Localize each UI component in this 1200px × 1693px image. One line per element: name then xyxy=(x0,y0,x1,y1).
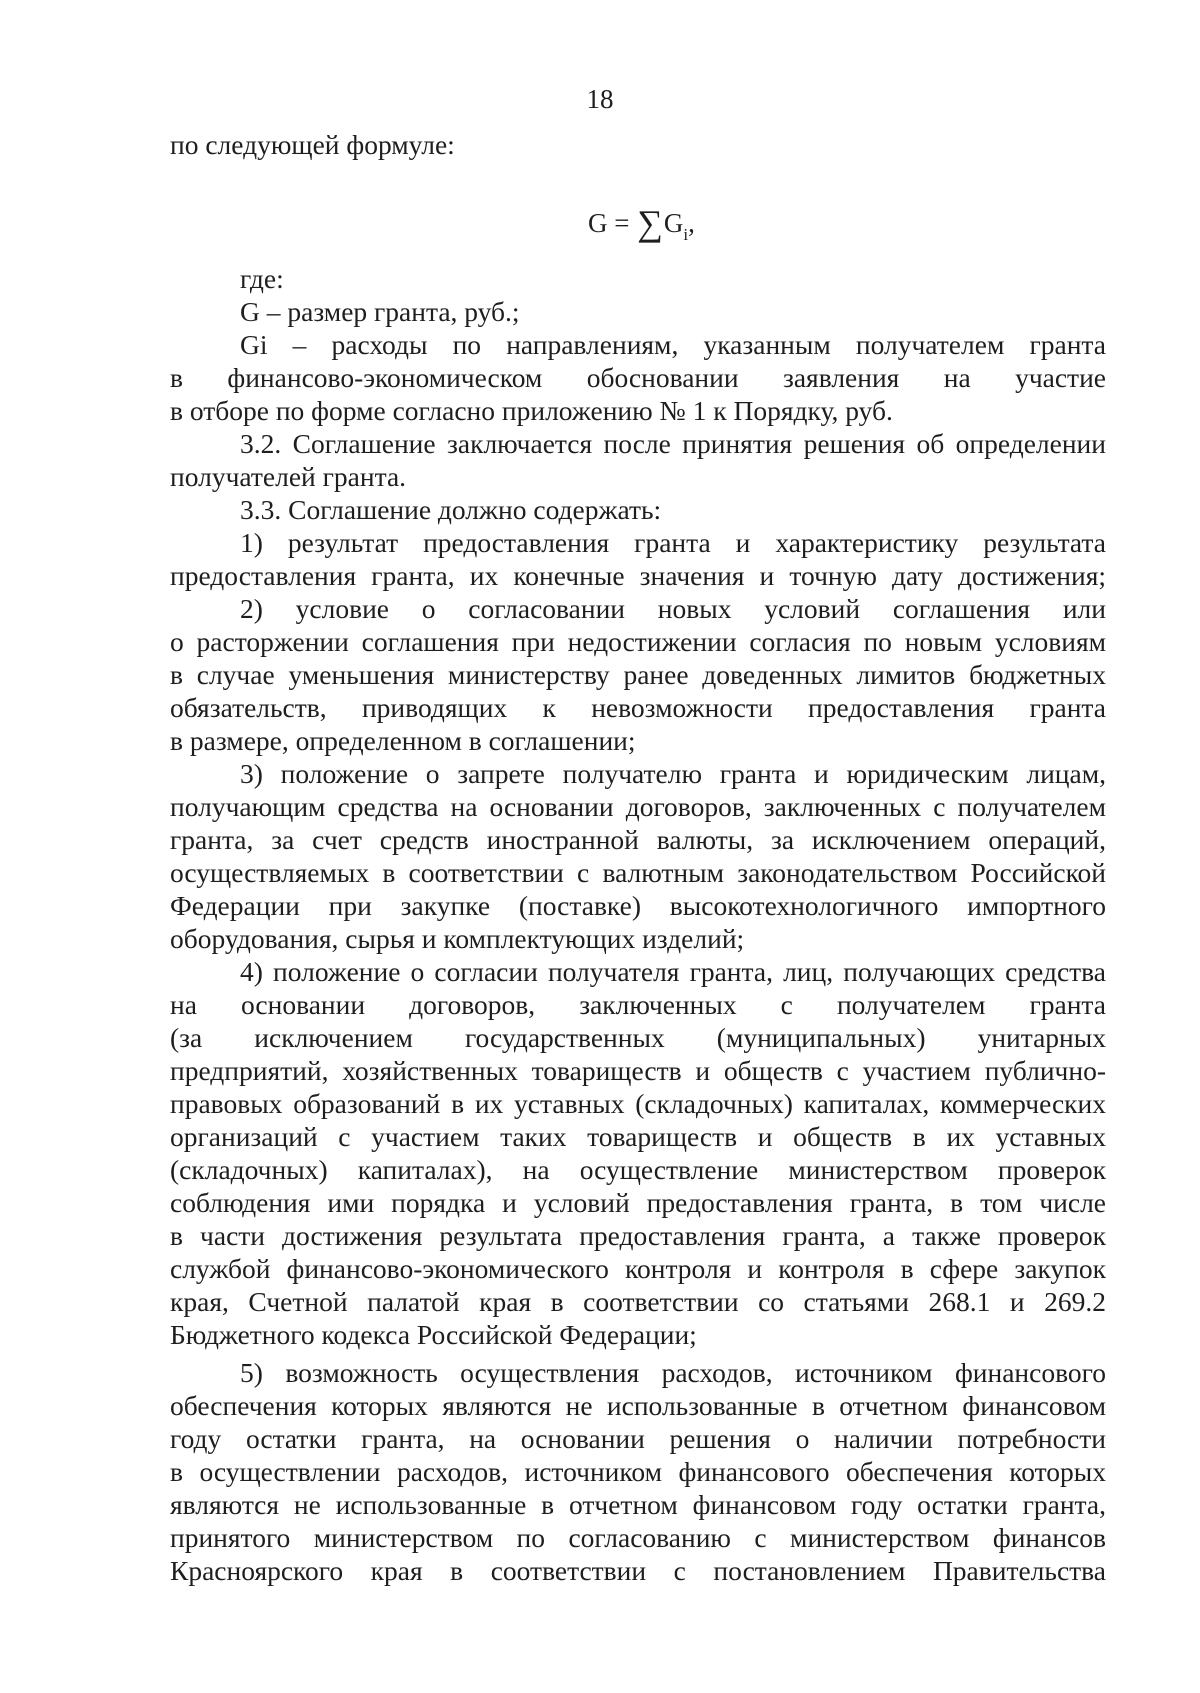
text-line: в части достижения результата предоставления гранта, а также проверок xyxy=(170,1220,1106,1251)
text-line: (за исключением государственных (муниципальных) унитарных xyxy=(170,1022,1106,1053)
formula-subscript: i xyxy=(683,225,689,244)
text-line: в отборе по форме согласно приложению № 1 к Порядку, руб. xyxy=(170,395,893,426)
text-line: по следующей формуле: xyxy=(170,129,455,160)
text-line: в размере, определенном в соглашении; xyxy=(170,725,636,756)
text-line: принятого министерством по согласованию с министерством финансов xyxy=(170,1522,1106,1553)
text-line: Красноярского края в соответствии с постановлением Правительства xyxy=(170,1555,1106,1586)
text-line: о расторжении соглашения при недостижении согласия по новым условиям xyxy=(170,626,1106,657)
text-line: Федерации при закупке (поставке) высокотехнологичного импортного xyxy=(170,890,1106,921)
text-line: 4) положение о согласии получателя гранта, лиц, получающих средства xyxy=(240,956,1106,987)
text-line: Gi – расходы по направлениям, указанным получателем гранта xyxy=(240,329,1106,360)
text-line: обеспечения которых являются не использованные в отчетном финансовом xyxy=(170,1390,1106,1421)
text-line: G – размер гранта, руб.; xyxy=(240,296,520,327)
text-line: на основании договоров, заключенных с получателем гранта xyxy=(170,989,1106,1020)
text-line: году остатки гранта, на основании решения о наличии потребности xyxy=(170,1423,1106,1454)
text-line: (складочных) капиталах), на осуществление министерством проверок xyxy=(170,1154,1106,1185)
text-line: края, Счетной палатой края в соответствии со статьями 268.1 и 269.2 xyxy=(170,1286,1106,1317)
text-line: в случае уменьшения министерству ранее доведенных лимитов бюджетных xyxy=(170,659,1106,690)
text-line: правовых образований в их уставных (складочных) капиталах, коммерческих xyxy=(170,1088,1106,1119)
text-line: 2) условие о согласовании новых условий соглашения или xyxy=(240,593,1106,624)
text-line: получающим средства на основании договоров, заключенных с получателем xyxy=(170,791,1106,822)
text-line: 5) возможность осуществления расходов, источником финансового xyxy=(240,1357,1106,1388)
text-line: 3.3. Соглашение должно содержать: xyxy=(240,494,662,525)
text-line: 1) результат предоставления гранта и характеристику результата xyxy=(240,527,1106,558)
text-line: Бюджетного кодекса Российской Федерации; xyxy=(170,1319,697,1350)
text-line: оборудования, сырья и комплектующих изделий; xyxy=(170,923,745,954)
text-line: 3.2. Соглашение заключается после принятия решения об определении xyxy=(240,428,1106,459)
sum-symbol: ∑ xyxy=(637,203,663,243)
text-line: предоставления гранта, их конечные значения и точную дату достижения; xyxy=(170,560,1106,591)
text-line: гранта, за счет средств иностранной валюты, за исключением операций, xyxy=(170,824,1106,855)
text-line: где: xyxy=(240,263,284,294)
text-line: обязательств, приводящих к невозможности предоставления гранта xyxy=(170,692,1106,723)
formula-op: = xyxy=(614,208,630,238)
formula-tail: , xyxy=(688,208,695,238)
text-line: 3) положение о запрете получателю гранта и юридическим лицам, xyxy=(240,758,1106,789)
text-line: соблюдения ими порядка и условий предоставления гранта, в том числе xyxy=(170,1187,1106,1218)
text-line: получателей гранта. xyxy=(170,461,407,492)
formula xyxy=(588,203,695,244)
page-number: 18 xyxy=(586,84,614,114)
formula-lhs: G xyxy=(588,208,608,238)
text-line: осуществляемых в соответствии с валютным законодательством Российской xyxy=(170,857,1106,888)
text-line: в финансово-экономическом обосновании заявления на участие xyxy=(170,362,1106,393)
text-line: службой финансово-экономического контроля и контроля в сфере закупок xyxy=(170,1253,1106,1284)
text-line: в осуществлении расходов, источником финансового обеспечения которых xyxy=(170,1456,1106,1487)
text-line: предприятий, хозяйственных товариществ и обществ с участием публично- xyxy=(170,1055,1106,1086)
text-line: являются не использованные в отчетном финансовом году остатки гранта, xyxy=(170,1489,1106,1520)
text-line: организаций с участием таких товариществ и обществ в их уставных xyxy=(170,1121,1106,1152)
formula-rhs: G xyxy=(663,208,684,238)
